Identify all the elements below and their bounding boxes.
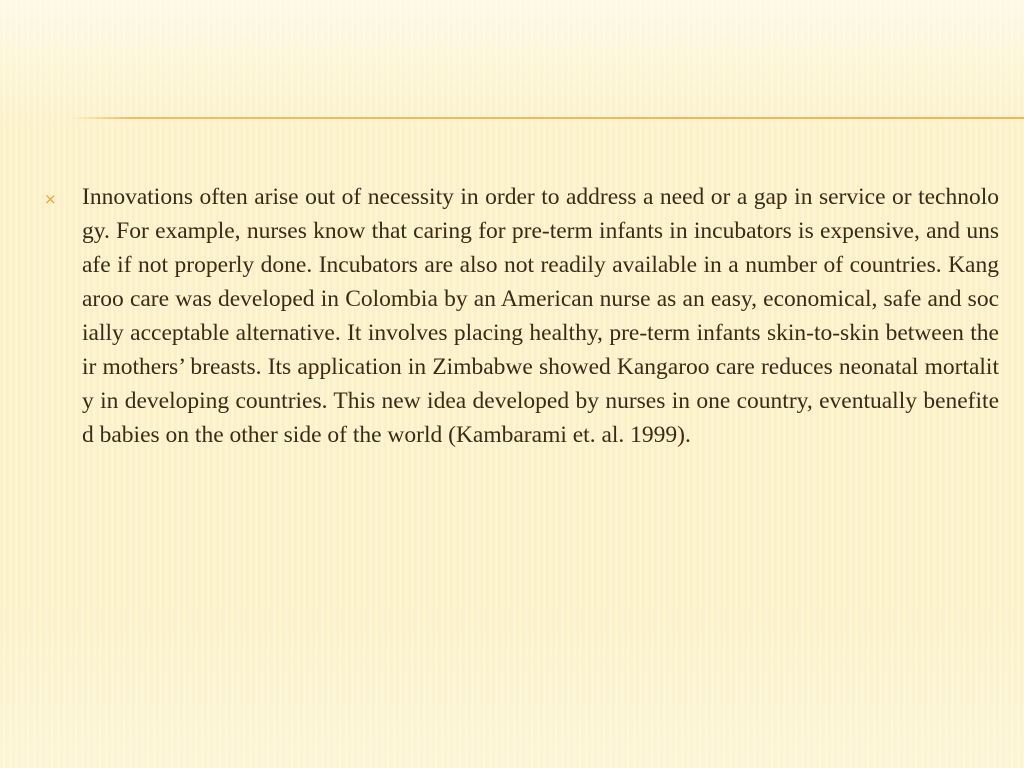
header-rule [70,117,1024,119]
bullet-paragraph: Innovations often arise out of necessity in order to address a need or a gap in service or technology. For example, nurses know that caring for pre-term infants in incubators is expensive, and unsafe if not properly done. Incubators are also not readily available in a number of countries. Kangaroo care was developed in Colombia by an American nurse as an easy, economical, safe and socially acceptable alternative. It involves placing healthy, pre-term infants skin-to-skin between their mothers’ breasts. Its application in Zimbabwe showed Kangaroo care reduces neonatal mortality in developing countries. This new idea developed by nurses in one country, eventually benefited babies on the other side of the world (Kambarami et. al. 1999). [82,184,999,448]
bullet-x-icon: × [44,190,57,208]
bullet-item [44,180,999,452]
slide-body [44,180,999,452]
